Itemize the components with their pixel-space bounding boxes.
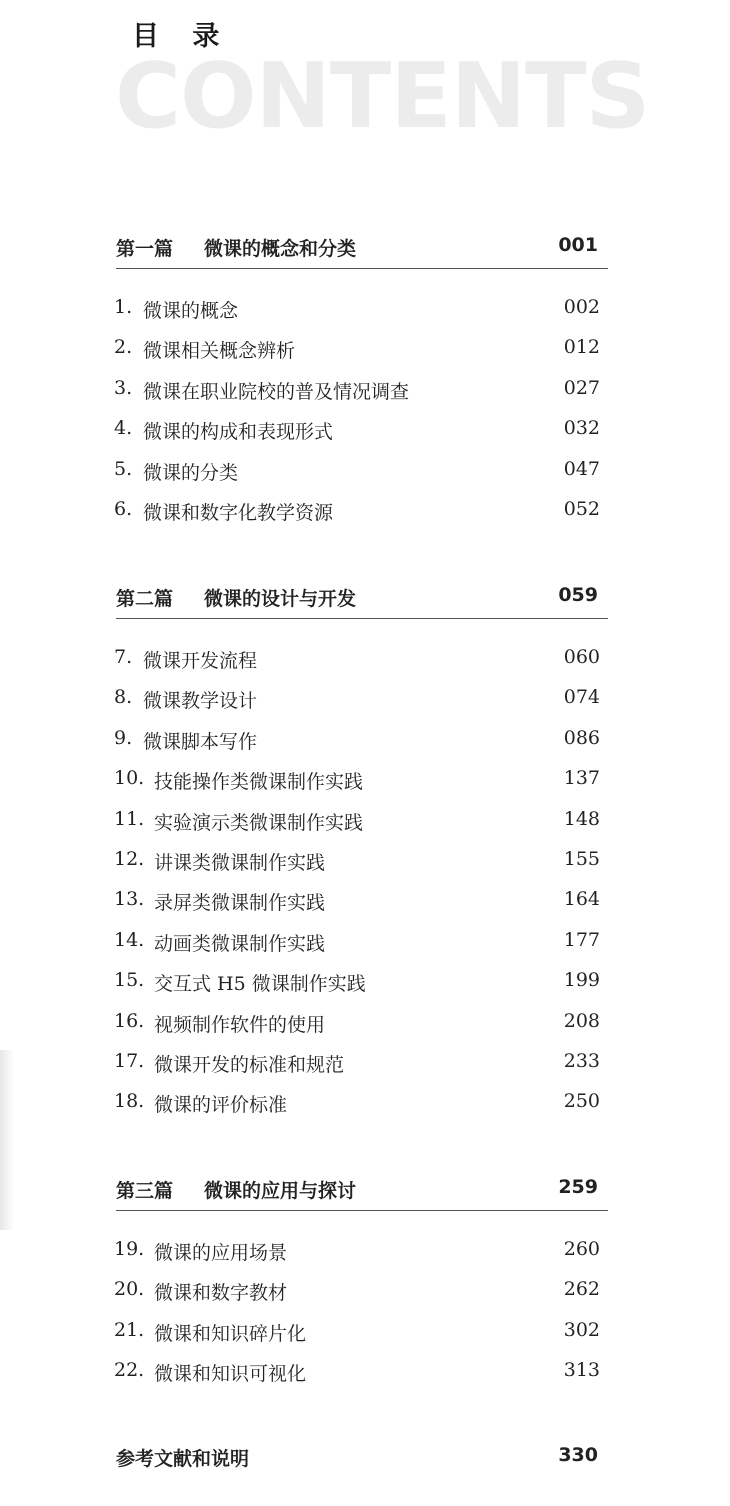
chapter-number: 5. (114, 457, 133, 480)
chapter-page: 012 (563, 336, 600, 359)
chapter-number: 2. (114, 336, 133, 359)
chapter-title: 微课和数字化教学资源 (143, 501, 334, 524)
chapter-page: 313 (563, 1359, 600, 1382)
chapter-page: 032 (563, 417, 600, 440)
chapter-number: 16. (114, 1009, 145, 1032)
chapter-item[interactable] (114, 961, 600, 1001)
chapter-item[interactable] (114, 1311, 600, 1351)
appendix-page: 330 (558, 1444, 598, 1466)
chapter-title: 微课和知识可视化 (154, 1363, 307, 1386)
chapter-page: 060 (563, 646, 600, 668)
chapter-title: 交互式 H5 微课制作实践 (154, 973, 366, 996)
chapter-number: 18. (114, 1090, 145, 1113)
chapter-number: 21. (114, 1318, 145, 1341)
chapter-title: 讲课类微课制作实践 (154, 851, 326, 874)
chapter-number: 17. (114, 1049, 145, 1072)
chapter-item[interactable] (114, 328, 600, 368)
part-title: 微课的概念和分类 (204, 238, 357, 260)
part-heading-2[interactable] (116, 578, 608, 619)
chapter-item[interactable] (114, 1270, 600, 1310)
chapter-item[interactable] (114, 840, 600, 880)
chapter-item[interactable] (114, 450, 600, 490)
chapter-item[interactable] (114, 409, 600, 449)
chapter-page: 177 (563, 928, 600, 951)
part-number: 第二篇 (116, 588, 174, 610)
chapter-title: 微课开发流程 (143, 650, 258, 672)
chapter-item[interactable] (114, 1042, 600, 1082)
chapter-title: 微课在职业院校的普及情况调查 (143, 380, 410, 403)
chapter-page: 155 (563, 847, 600, 870)
chapter-page: 148 (563, 807, 600, 830)
chapter-number: 8. (114, 686, 133, 709)
chapter-number: 11. (114, 807, 145, 830)
chapter-number: 13. (114, 888, 145, 911)
chapter-page: 164 (563, 888, 600, 911)
chapter-number: 9. (114, 726, 133, 749)
part-page: 059 (558, 584, 598, 606)
chapter-page: 086 (563, 726, 600, 749)
chapter-number: 22. (114, 1359, 145, 1382)
chapter-title: 微课的应用场景 (154, 1242, 288, 1264)
chapter-page: 047 (563, 457, 600, 480)
page-edge-shadow (0, 1050, 14, 1230)
chapter-page: 262 (563, 1278, 600, 1301)
chapter-item[interactable] (114, 678, 600, 718)
part-title: 微课的设计与开发 (204, 588, 357, 610)
chapter-item[interactable] (114, 1230, 600, 1270)
chapter-page: 074 (563, 686, 600, 709)
chapter-number: 4. (114, 417, 133, 440)
chapter-page: 233 (563, 1049, 600, 1072)
part-title: 微课的应用与探讨 (204, 1180, 357, 1202)
chapter-item[interactable] (114, 1082, 600, 1122)
chapter-page: 302 (563, 1318, 600, 1341)
chapter-item[interactable] (114, 880, 600, 920)
chapter-title: 微课教学设计 (143, 690, 258, 713)
part-number: 第三篇 (116, 1180, 174, 1202)
chapter-title: 微课脚本写作 (143, 730, 258, 753)
chapter-list-1 (114, 288, 600, 530)
appendix-title: 参考文献和说明 (116, 1448, 250, 1470)
chapter-number: 10. (114, 767, 145, 790)
chapter-number: 6. (114, 497, 133, 520)
chapter-number: 7. (114, 646, 133, 668)
chapter-title: 微课的评价标准 (154, 1094, 288, 1117)
chapter-number: 19. (114, 1238, 145, 1260)
chapter-page: 208 (563, 1009, 600, 1032)
chapter-title: 微课开发的标准和规范 (154, 1053, 345, 1076)
chapter-item[interactable] (114, 1351, 600, 1391)
chapter-number: 14. (114, 928, 145, 951)
chapter-title: 视频制作软件的使用 (154, 1013, 326, 1036)
chapter-item[interactable] (114, 759, 600, 799)
chapter-title: 微课和数字教材 (154, 1282, 288, 1305)
chapter-page: 250 (563, 1090, 600, 1113)
chapter-title: 微课相关概念辨析 (143, 340, 296, 363)
page-title: 目 录 (132, 21, 232, 52)
chapter-number: 20. (114, 1278, 145, 1301)
chapter-title: 实验演示类微课制作实践 (154, 811, 364, 834)
chapter-list-3 (114, 1230, 600, 1392)
chapter-page: 002 (563, 296, 600, 318)
chapter-item[interactable] (114, 490, 600, 530)
chapter-page: 199 (563, 969, 600, 992)
chapter-title: 录屏类微课制作实践 (154, 892, 326, 915)
chapter-item[interactable] (114, 369, 600, 409)
chapter-title: 微课和知识碎片化 (154, 1322, 307, 1345)
part-page: 259 (558, 1176, 598, 1198)
chapter-item[interactable] (114, 638, 600, 678)
part-heading-3[interactable] (116, 1170, 608, 1211)
chapter-list-2 (114, 638, 600, 1123)
chapter-item[interactable] (114, 288, 600, 328)
chapter-item[interactable] (114, 921, 600, 961)
chapter-page: 137 (563, 767, 600, 790)
part-number: 第一篇 (116, 238, 174, 260)
chapter-number: 1. (114, 296, 133, 318)
chapter-page: 052 (563, 497, 600, 520)
chapter-title: 技能操作类微课制作实践 (154, 771, 364, 794)
chapter-item[interactable] (114, 719, 600, 759)
chapter-page: 260 (563, 1238, 600, 1260)
chapter-number: 12. (114, 847, 145, 870)
part-heading-1[interactable] (116, 228, 608, 269)
part-page: 001 (558, 234, 598, 256)
chapter-title: 微课的概念 (143, 300, 239, 322)
chapter-number: 15. (114, 969, 145, 992)
chapter-title: 微课的构成和表现形式 (143, 421, 334, 444)
chapter-title: 微课的分类 (143, 461, 239, 484)
chapter-item[interactable] (114, 1002, 600, 1042)
chapter-page: 027 (563, 376, 600, 399)
chapter-item[interactable] (114, 800, 600, 840)
chapter-number: 3. (114, 376, 133, 399)
page-title-watermark: CONTENTS (115, 44, 650, 149)
appendix-heading[interactable] (116, 1438, 608, 1478)
chapter-title: 动画类微课制作实践 (154, 932, 326, 955)
